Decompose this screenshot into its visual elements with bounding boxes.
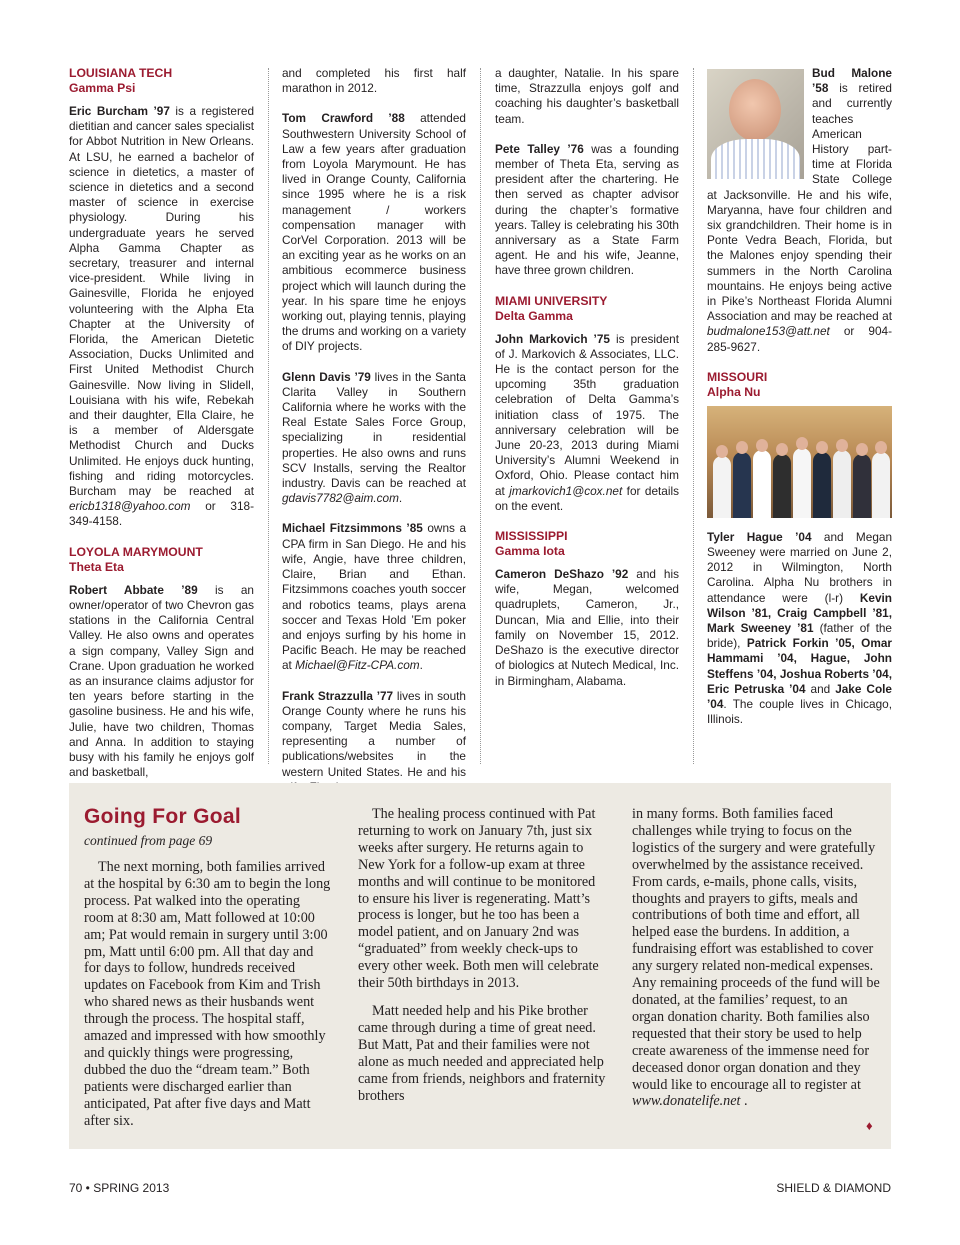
alumni-name: Pete Talley ’76 <box>495 141 584 156</box>
chapter-name: Gamma Iota <box>495 544 565 559</box>
school-name: LOYOLA MARYMOUNT <box>69 544 203 559</box>
continued-from: continued from page 69 <box>84 833 213 848</box>
alumni-note: Eric Burcham ’97 is a registered dietitian and cancer sales specialist for Abbot Nutrition in New Orleans. At LSU, he earned a bachelor of science in dietetics, a master of science in dietetics and a second master of science in exercise physiology. During his undergraduate years he served Alpha Gamma Chapter as secretary, treasurer and internal vice-president. While living in Gainesville, Florida he enjoyed volunteering with the Alpha Eta Chapter at the University of Florida, the American Dietetic Association, Ducks Unlimited and First United Methodist Church Gainesville. Now living in Slidell, Louisiana with his wife, Rebekah and their daughter, Ella Claire, he is a member of Aldersgate Methodist Church and Ducks Unlimited. He enjoys duck hunting, fishing and riding motorcycles. Burcham may be reached at ericb1318@yahoo.com or 318-349-4158. <box>69 104 255 529</box>
alumni-name: Frank Strazzulla ’77 <box>282 688 394 703</box>
feature-paragraph: The healing process continued with Pat returning to work on January 7th, just six weeks after surgery. He returns again to New York for a follow-up exam at three months and will continue to be monitored to ensure his liver is regenerating. Matt’s process is longer, but he too has been a model patient, and on January 2nd was “graduated” from weekly check-ups to every other week. Both men will celebrate their 50th birthdays in 2013. <box>358 806 599 992</box>
feature-title: Going For Goal <box>84 805 242 828</box>
portrait-photo <box>707 69 804 179</box>
alumni-note: Tom Crawford ’88 attended Southwestern University School of Law a few years after graduation from Loyola Marymount. He has lived in Orange County, California since 1995 where he is a risk management / workers compensation manager with CorVel Corporation. 2013 will be an exciting year as he works on an ambitious ecommerce business project which will launch during the year. In his spare time he enjoys working out, playing tennis, playing the drums and working on a variety of DIY projects. <box>282 111 466 354</box>
school-name: MISSOURI <box>707 369 768 384</box>
alumni-name: Tom Crawford ’88 <box>282 111 405 126</box>
column-3 <box>495 66 679 704</box>
alumni-note: Michael Fitzsimmons ’85 owns a CPA firm in San Diego. He and his wife, Angie, have three children, Claire, Brian and Ethan. Fitzsimmons coaches youth soccer and robotics teams, plays arena soccer and Texas Hold ’Em poker and enjoys surfing by his home in Pacific Beach. He may be reached at Michael@Fitz-CPA.com. <box>282 521 467 673</box>
photo-caption: Tyler Hague ’04 and Megan Sweeney were married on June 2, 2012 in Wilmington, North Carolina. Alpha Nu brothers in attendance were (l-r) Kevin Wilson ’81, Craig Campbell ’81, Mark Sweeney ’81 (father of the bride), Patrick Forkin ’05, Omar Hammami ’04, Hague, John Steffens ’04, Joshua Roberts ’04, Eric Petruska ’04 and Jake Cole ’04. The couple lives in Chicago, Illinois. <box>707 529 893 727</box>
chapter-name: Delta Gamma <box>495 308 573 323</box>
alumni-note: Cameron DeShazo ’92 and his wife, Megan, welcomed quadruplets, Cameron, Jr., Duncan, Mia and Ellie, into their family on November 15, 2012. DeShazo is the executive director of biologics at Nutech Medical, Inc. in Birmingham, Alabama. <box>495 567 679 688</box>
page-footer-right: SHIELD & DIAMOND <box>776 1181 891 1195</box>
alumni-note: John Markovich ’75 is president of J. Markovich & Associates, LLC. He is the contact person for the upcoming 35th graduation celebration of Delta Gamma’s initiation class of 1975. The anniversary celebration will be June 20-23, 2013 during Miami University’s Alumni Weekend in Oxford, Ohio. Please contact him at jmarkovich1@cox.net for details on the event. <box>495 331 679 513</box>
alumni-name: Cameron DeShazo ’92 <box>495 567 629 582</box>
group-photo <box>707 406 892 518</box>
column-1 <box>69 66 254 795</box>
feature-paragraph: The next morning, both families arrived at the hospital by 6:30 am to begin the long process. Pat walked into the operating room at 8:30 am, Matt followed at 10:00 am; Pat would remain in surgery until 3:00 pm, Matt until 6:00 pm. All that day and for days to follow, hundreds received updates on Facebook from Kim and Trish who shared news as their husbands went through the process. The hospital staff, amazed and impressed with how smoothly and quickly things were progressing, dubbed the duo the “dream team.” Both patients were discharged earlier than anticipated, Pat after five days and Matt after six. <box>84 859 331 1129</box>
section-heading <box>495 529 679 559</box>
alumni-name: Bud Malone ’58 <box>812 66 892 96</box>
column-2 <box>282 66 466 810</box>
email-address: ericb1318@yahoo.com <box>69 499 191 514</box>
email-address: jmarkovich1@cox.net <box>509 483 623 498</box>
page-footer-left: 70 • SPRING 2013 <box>69 1181 170 1195</box>
alumni-note: and completed his first half marathon in 2012. <box>282 66 466 96</box>
alumni-note: Bud Malone ’58 is retired and currently teaches American History part-time at Florida State College at Jacksonville. He and his wife, Maryanna, have four children and six grandchildren. Their home is in Ponte Vedra Beach, Florida, but the Malones enjoy spending their summers in the North Carolina mountains. He enjoys being active in Pike’s Northeast Florida Alumni Association and may be reached at budmalone153@att.net or 904-285-9627. <box>707 66 892 354</box>
section-heading <box>495 294 679 324</box>
end-mark-icon: ♦ <box>866 1118 873 1133</box>
alumni-name: Glenn Davis ’79 <box>282 369 371 384</box>
alumni-note: Robert Abbate ’89 is an owner/operator of two Chevron gas stations in the California Central Valley. He also owns and operates a sign company, Valley Sign and Crane. Upon graduation he worked as an insurance claims adjustor for ten years before starting in the gasoline business. He and his wife, Julie, have two children, Thomas and Anna. In addition to staying busy with his family he enjoys golf and basketball, <box>69 582 254 780</box>
feature-paragraph: in many forms. Both families faced challenges while trying to focus on the logistics of the surgery and were gratefully overwhelmed by the assistance received. From cards, e-mails, phone calls, visits, thoughts and prayers to gifts, meals and contributions of both time and effort, all helped ease the burdens. In addition, a fundraising effort was established to cover any surgery related non-medical expenses. Any remaining proceeds of the fund will be donated, at the families’ request, to an organ donation charity. Both families also requested that their story be used to help create awareness of the immense need for deceased donor organ donation and they would like to encourage all to register at www.donatelife.net . <box>632 806 880 1110</box>
alumni-note: Glenn Davis ’79 lives in the Santa Clarita Valley in Southern California where he works with the Real Estate Sales Force Group, specializing in residential properties. He also owns and runs SCV Installs, serving the Realtor industry. Davis can be reached at gdavis7782@aim.com. <box>282 369 466 506</box>
section-heading <box>69 66 254 96</box>
section-heading <box>707 370 892 400</box>
email-address: budmalone153@att.net <box>707 324 830 339</box>
alumni-name: John Markovich ’75 <box>495 331 610 346</box>
school-name: MIAMI UNIVERSITY <box>495 293 608 308</box>
section-heading <box>69 545 254 575</box>
column-divider <box>693 68 694 764</box>
chapter-name: Theta Eta <box>69 559 124 574</box>
alumni-note: Pete Talley ’76 was a founding member of Theta Eta, serving as president after the chartering. He then served as chapter advisor during the chapter’s formative years. Talley is celebrating his 30th anniversary as a State Farm agent. He and his wife, Jeanne, have three grown children. <box>495 141 679 278</box>
email-address: gdavis7782@aim.com <box>282 491 399 506</box>
column-divider <box>268 68 269 764</box>
chapter-name: Gamma Psi <box>69 81 136 95</box>
column-divider <box>480 68 481 764</box>
email-address: Michael@Fitz-CPA.com <box>295 658 420 673</box>
alumni-name: Robert Abbate ’89 <box>69 582 198 597</box>
alumni-name: Tyler Hague ’04 <box>707 529 812 544</box>
chapter-name: Alpha Nu <box>707 384 761 399</box>
feature-column-2 <box>358 806 608 1115</box>
school-name: MISSISSIPPI <box>495 529 568 544</box>
alumni-note: Frank Strazzulla ’77 lives in south Orange County where he runs his company, Target Media Sales, representing a number of publications/websites in the western United States. He and his <box>282 688 466 779</box>
alumni-name: Michael Fitzsimmons ’85 <box>282 521 423 536</box>
feature-column-1 <box>84 859 332 1141</box>
alumni-note: a daughter, Natalie. In his spare time, Strazzulla enjoys golf and coaching his daughter’s basketball team. <box>495 66 679 126</box>
donate-life-link[interactable]: www.donatelife.net <box>632 1093 741 1110</box>
feature-column-3 <box>632 806 882 1121</box>
alumni-name: Eric Burcham ’97 <box>69 104 170 118</box>
column-4 <box>707 66 892 743</box>
school-name: LOUISIANA TECH <box>69 66 173 80</box>
feature-paragraph: Matt needed help and his Pike brother came through during a time of great need. But Matt, Pat and their families were not alone as much needed and appreciated help came from friends, neighbors and fraternity brothers <box>358 1002 606 1104</box>
